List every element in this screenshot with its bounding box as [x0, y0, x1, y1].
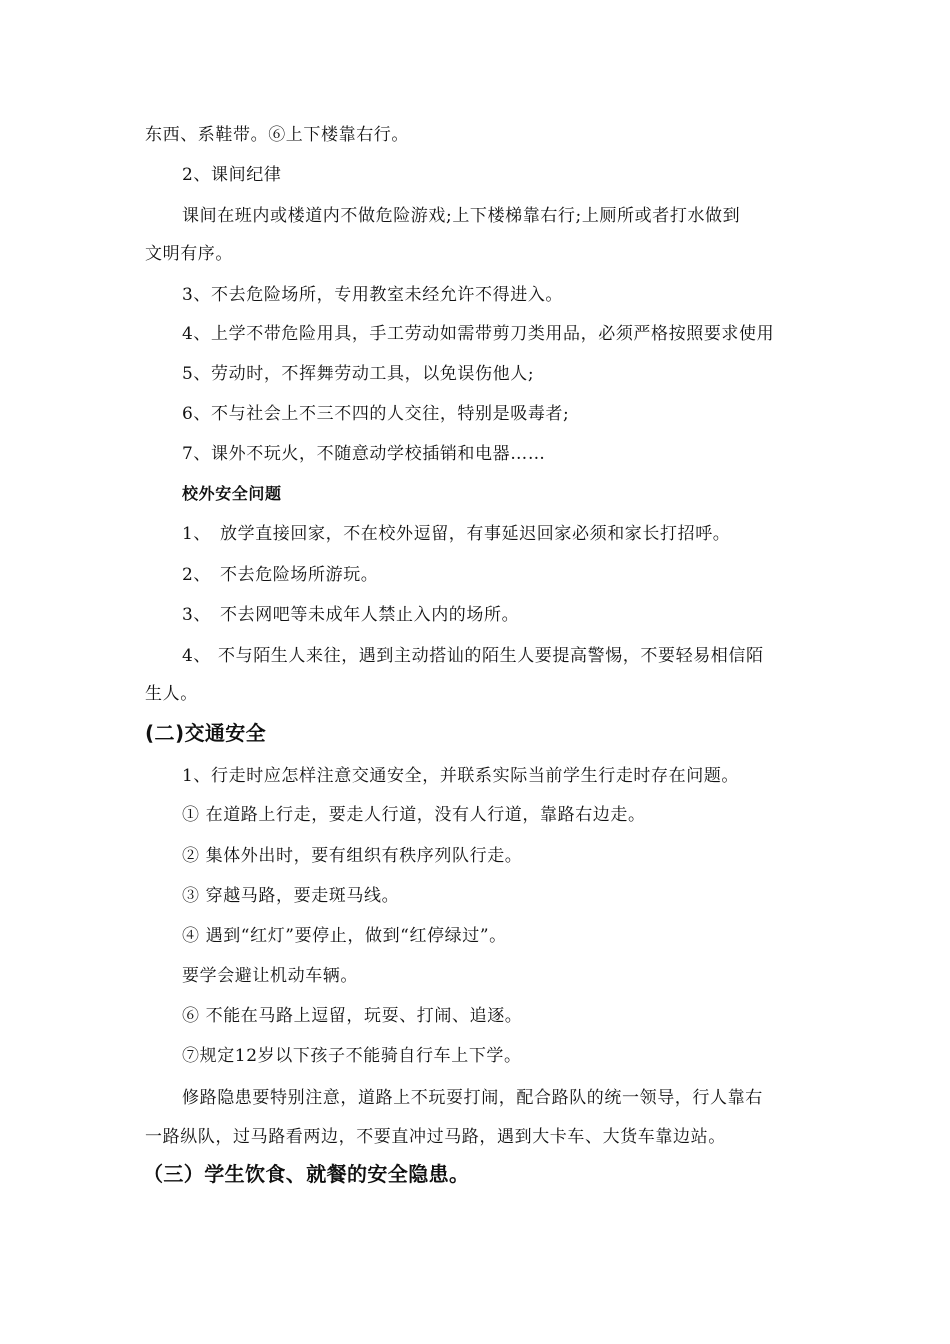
text-line: 6、不与社会上不三不四的人交往，特别是吸毒者;	[182, 404, 570, 424]
rule-item: ① 在道路上行走，要走人行道，没有人行道，靠路右边走。	[182, 805, 646, 825]
rule-item: ⑦规定12岁以下孩子不能骑自行车上下学。	[182, 1046, 522, 1066]
list-item	[182, 522, 730, 546]
text-line: 一路纵队，过马路看两边，不要直冲过马路，遇到大卡车、大货车靠边站。	[145, 1127, 726, 1147]
rule-item: 要学会避让机动车辆。	[182, 966, 358, 986]
list-text: 不去网吧等未成年人禁止入内的场所。	[220, 605, 520, 625]
list-item	[182, 563, 378, 587]
text-line: 文明有序。	[145, 244, 233, 264]
food-heading: （三）学生饮食、就餐的安全隐患。	[143, 1162, 470, 1186]
text-line: 东西、系鞋带。⑥上下楼靠右行。	[145, 125, 409, 145]
list-number: 2、	[182, 565, 212, 585]
list-item	[182, 644, 764, 668]
rule-item: ③ 穿越马路，要走斑马线。	[182, 886, 400, 906]
text-line: 3、不去危险场所，专用教室未经允许不得进入。	[182, 285, 564, 305]
text-line: 5、劳动时，不挥舞劳动工具，以免误伤他人;	[182, 364, 535, 384]
text-line: 4、上学不带危险用具，手工劳动如需带剪刀类用品，必须严格按照要求使用	[182, 324, 775, 344]
traffic-heading: (二)交通安全	[145, 721, 267, 745]
text-line: 1、行走时应怎样注意交通安全，并联系实际当前学生行走时存在问题。	[182, 766, 740, 786]
list-number: 1、	[182, 524, 212, 544]
list-text: 不去危险场所游玩。	[220, 565, 379, 585]
list-number: 4、	[182, 646, 212, 666]
rule-item: ② 集体外出时，要有组织有秩序列队行走。	[182, 846, 523, 866]
text-line: 课间在班内或楼道内不做危险游戏;上下楼梯靠右行;上厕所或者打水做到	[182, 206, 741, 226]
list-number: 3、	[182, 605, 212, 625]
rule-item: ④ 遇到“红灯”要停止，做到“红停绿过”。	[182, 926, 507, 946]
list-text: 放学直接回家，不在校外逗留，有事延迟回家必须和家长打招呼。	[220, 524, 731, 544]
offcampus-heading: 校外安全问题	[182, 484, 282, 503]
text-line: 修路隐患要特别注意，道路上不玩耍打闹，配合路队的统一领导，行人靠右	[182, 1088, 763, 1108]
text-line: 生人。	[145, 684, 198, 704]
rule-item: ⑥ 不能在马路上逗留，玩耍、打闹、追逐。	[182, 1006, 523, 1026]
text-line: 7、课外不玩火，不随意动学校插销和电器……	[182, 444, 546, 464]
list-item	[182, 603, 519, 627]
section-label-recess: 2、课间纪律	[182, 165, 282, 185]
list-text: 不与陌生人来往，遇到主动搭讪的陌生人要提高警惕，不要轻易相信陌	[218, 646, 764, 666]
